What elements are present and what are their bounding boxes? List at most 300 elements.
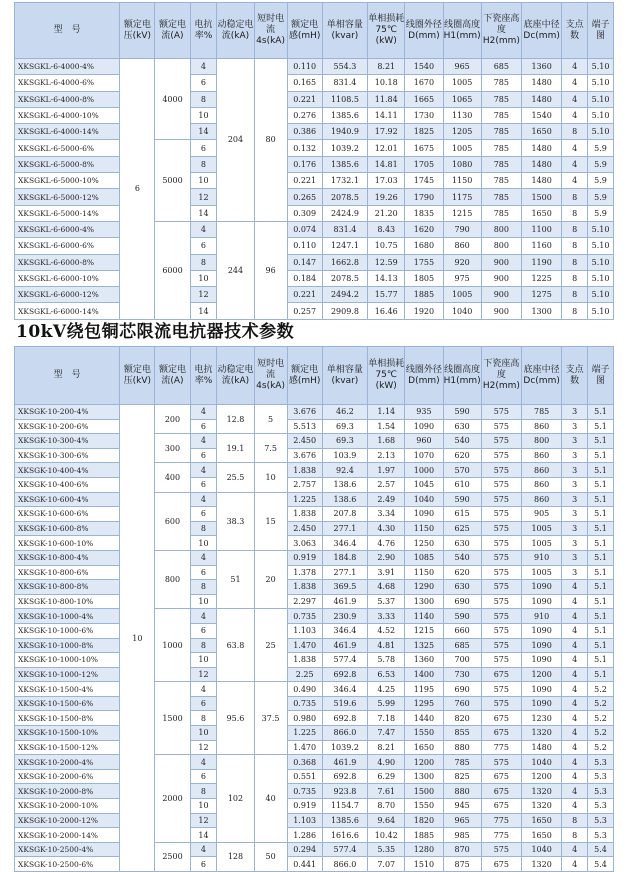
model-cell: XKSGK-10-800-6% [15,565,120,580]
terminal-cell: 5.10 [588,287,614,303]
reactance-rate-cell: 6 [190,565,217,580]
loss-cell: 3.91 [368,565,405,580]
terminal-cell: 5.2 [588,696,614,711]
capacity-cell: 277.1 [322,521,367,536]
column-header: 线圈高度H1(mm) [443,3,481,59]
insulator-height-cell: 575 [481,448,521,463]
loss-cell: 2.57 [368,477,405,492]
reactance-rate-cell: 8 [190,254,217,270]
loss-cell: 4.52 [368,623,405,638]
terminal-cell: 5.1 [588,463,614,478]
reactance-rate-cell: 10 [190,726,217,741]
support-count-cell: 4 [562,609,588,624]
support-count-cell: 8 [562,828,588,843]
insulator-height-cell: 900 [481,303,521,319]
support-count-cell: 4 [562,59,588,75]
base-diameter-cell: 910 [522,550,562,565]
inductance-cell: 0.132 [287,140,322,156]
loss-cell: 8.21 [368,740,405,755]
reactance-rate-cell: 12 [190,740,217,755]
inductance-cell: 1.470 [287,740,322,755]
capacity-cell: 69.3 [322,434,367,449]
coil-diameter-cell: 960 [405,434,443,449]
terminal-cell: 5.1 [588,667,614,682]
table-row [15,221,614,237]
table-row [15,784,614,799]
column-header: 电抗率% [190,3,217,59]
table-row [15,682,614,697]
reactance-rate-cell: 4 [190,755,217,770]
loss-cell: 21.20 [368,205,405,221]
coil-diameter-cell: 1090 [405,507,443,522]
coil-diameter-cell: 1300 [405,769,443,784]
model-cell: XKSGKL-6-4000-4% [15,59,120,75]
model-cell: XKSGKL-6-6000-12% [15,287,120,303]
short-time-current-cell: 15 [254,492,287,550]
terminal-cell: 5.1 [588,507,614,522]
rated-current-cell: 5000 [155,140,190,221]
table-row [15,623,614,638]
support-count-cell: 4 [562,580,588,595]
base-diameter-cell: 1540 [522,107,562,123]
table-row [15,813,614,828]
table-row [15,580,614,595]
terminal-cell: 5.9 [588,173,614,189]
support-count-cell: 4 [562,107,588,123]
insulator-height-cell: 900 [481,270,521,286]
coil-diameter-cell: 1090 [405,419,443,434]
coil-diameter-cell: 1300 [405,594,443,609]
support-count-cell: 3 [562,463,588,478]
inductance-cell: 1.286 [287,828,322,843]
insulator-height-cell: 785 [481,205,521,221]
base-diameter-cell: 1190 [522,254,562,270]
inductance-cell: 1.103 [287,813,322,828]
support-count-cell: 3 [562,405,588,420]
reactance-rate-cell: 10 [190,799,217,814]
support-count-cell: 8 [562,270,588,286]
base-diameter-cell: 785 [522,405,562,420]
terminal-cell: 5.4 [588,857,614,872]
dynamic-stable-current-cell: 204 [217,59,254,222]
insulator-height-cell: 575 [481,507,521,522]
inductance-cell: 0.490 [287,682,322,697]
support-count-cell: 4 [562,740,588,755]
inductance-cell: 0.176 [287,156,322,172]
short-time-current-cell: 80 [254,59,287,222]
table-row [15,419,614,434]
table-row [15,463,614,478]
coil-height-cell: 920 [443,254,481,270]
reactance-rate-cell: 6 [190,238,217,254]
coil-height-cell: 630 [443,419,481,434]
support-count-cell: 4 [562,75,588,91]
reactance-rate-cell: 6 [190,696,217,711]
capacity-cell: 554.3 [322,59,367,75]
base-diameter-cell: 1160 [522,238,562,254]
coil-diameter-cell: 1825 [405,124,443,140]
model-cell: XKSGK-10-1000-4% [15,609,120,624]
coil-height-cell: 630 [443,580,481,595]
coil-diameter-cell: 1360 [405,653,443,668]
insulator-height-cell: 575 [481,623,521,638]
capacity-cell: 2078.5 [322,270,367,286]
reactance-rate-cell: 6 [190,419,217,434]
capacity-cell: 1108.5 [322,91,367,107]
loss-cell: 9.64 [368,813,405,828]
base-diameter-cell: 1090 [522,623,562,638]
capacity-cell: 831.4 [322,75,367,91]
reactance-rate-cell: 6 [190,857,217,872]
loss-cell: 17.92 [368,124,405,140]
insulator-height-cell: 675 [481,784,521,799]
model-cell: XKSGK-10-600-8% [15,521,120,536]
column-header: 底座中径Dc(mm) [522,347,562,405]
capacity-cell: 69.3 [322,419,367,434]
coil-height-cell: 1215 [443,205,481,221]
coil-height-cell: 1040 [443,303,481,319]
terminal-cell: 5.9 [588,189,614,205]
base-diameter-cell: 1650 [522,205,562,221]
capacity-cell: 103.9 [322,448,367,463]
column-header: 额定电压(kV) [120,347,155,405]
model-cell: XKSGK-10-300-6% [15,448,120,463]
rated-current-cell: 200 [155,405,190,434]
reactance-rate-cell: 4 [190,434,217,449]
loss-cell: 1.68 [368,434,405,449]
reactance-rate-cell: 8 [190,521,217,536]
reactance-rate-cell: 6 [190,507,217,522]
short-time-current-cell: 5 [254,405,287,434]
coil-diameter-cell: 1885 [405,828,443,843]
model-cell: XKSGKL-6-5000-8% [15,156,120,172]
terminal-cell: 5.3 [588,755,614,770]
loss-cell: 17.03 [368,173,405,189]
base-diameter-cell: 1040 [522,842,562,857]
inductance-cell: 0.735 [287,696,322,711]
loss-cell: 10.18 [368,75,405,91]
coil-height-cell: 690 [443,682,481,697]
base-diameter-cell: 1005 [522,536,562,551]
loss-cell: 4.90 [368,755,405,770]
capacity-cell: 230.9 [322,609,367,624]
table-row [15,287,614,303]
model-cell: XKSGKL-6-6000-6% [15,238,120,254]
coil-height-cell: 870 [443,842,481,857]
reactance-rate-cell: 10 [190,270,217,286]
coil-diameter-cell: 1670 [405,75,443,91]
inductance-cell: 2.297 [287,594,322,609]
inductance-cell: 0.919 [287,550,322,565]
loss-cell: 7.07 [368,857,405,872]
loss-cell: 1.14 [368,405,405,420]
coil-diameter-cell: 1140 [405,609,443,624]
rated-current-cell: 400 [155,463,190,492]
column-header: 短时电流4s(kA) [254,347,287,405]
coil-height-cell: 1080 [443,156,481,172]
insulator-height-cell: 785 [481,156,521,172]
rated-voltage-cell: 10 [120,405,155,872]
insulator-height-cell: 775 [481,828,521,843]
table-row [15,769,614,784]
base-diameter-cell: 1005 [522,521,562,536]
short-time-current-cell: 37.5 [254,682,287,755]
reactance-rate-cell: 8 [190,156,217,172]
terminal-cell: 5.10 [588,107,614,123]
capacity-cell: 369.5 [322,580,367,595]
coil-diameter-cell: 1620 [405,221,443,237]
capacity-cell: 2494.2 [322,287,367,303]
base-diameter-cell: 1320 [522,726,562,741]
insulator-height-cell: 575 [481,419,521,434]
table-row [15,156,614,172]
capacity-cell: 831.4 [322,221,367,237]
reactor-table-10kv [14,346,614,872]
inductance-cell: 0.735 [287,784,322,799]
support-count-cell: 4 [562,696,588,711]
base-diameter-cell: 1650 [522,813,562,828]
terminal-cell: 5.1 [588,405,614,420]
insulator-height-cell: 775 [481,740,521,755]
inductance-cell: 1.838 [287,463,322,478]
column-header: 线圈外径D(mm) [405,347,443,405]
table-row [15,405,614,420]
inductance-cell: 0.551 [287,769,322,784]
capacity-cell: 577.4 [322,653,367,668]
terminal-cell: 5.3 [588,828,614,843]
support-count-cell: 4 [562,842,588,857]
inductance-cell: 5.513 [287,419,322,434]
loss-cell: 2.13 [368,448,405,463]
terminal-cell: 5.1 [588,477,614,492]
capacity-cell: 1385.6 [322,107,367,123]
insulator-height-cell: 900 [481,287,521,303]
inductance-cell: 0.257 [287,303,322,319]
support-count-cell: 4 [562,91,588,107]
support-count-cell: 4 [562,755,588,770]
coil-diameter-cell: 1280 [405,842,443,857]
base-diameter-cell: 1090 [522,682,562,697]
terminal-cell: 5.1 [588,623,614,638]
reactance-rate-cell: 6 [190,769,217,784]
coil-height-cell: 570 [443,463,481,478]
short-time-current-cell: 25 [254,609,287,682]
support-count-cell: 8 [562,221,588,237]
column-header: 短时电流4s(kA) [254,3,287,59]
support-count-cell: 4 [562,711,588,726]
support-count-cell: 8 [562,303,588,319]
table-row [15,726,614,741]
inductance-cell: 1.103 [287,623,322,638]
capacity-cell: 1616.6 [322,828,367,843]
base-diameter-cell: 910 [522,609,562,624]
loss-cell: 15.77 [368,287,405,303]
inductance-cell: 0.309 [287,205,322,221]
table-row [15,254,614,270]
insulator-height-cell: 675 [481,857,521,872]
capacity-cell: 207.8 [322,507,367,522]
capacity-cell: 1662.8 [322,254,367,270]
coil-height-cell: 1205 [443,124,481,140]
model-cell: XKSGK-10-1500-8% [15,711,120,726]
model-cell: XKSGKL-6-4000-6% [15,75,120,91]
inductance-cell: 1.470 [287,638,322,653]
capacity-cell: 461.9 [322,638,367,653]
base-diameter-cell: 1320 [522,784,562,799]
inductance-cell: 0.074 [287,221,322,237]
loss-cell: 12.01 [368,140,405,156]
dynamic-stable-current-cell: 244 [217,221,254,319]
coil-diameter-cell: 1920 [405,303,443,319]
terminal-cell: 5.1 [588,565,614,580]
loss-cell: 16.46 [368,303,405,319]
inductance-cell: 0.110 [287,59,322,75]
terminal-cell: 5.10 [588,91,614,107]
dynamic-stable-current-cell: 63.8 [217,609,254,682]
reactance-rate-cell: 4 [190,59,217,75]
terminal-cell: 5.9 [588,140,614,156]
model-cell: XKSGK-10-300-4% [15,434,120,449]
coil-diameter-cell: 1790 [405,189,443,205]
model-cell: XKSGK-10-2000-12% [15,813,120,828]
reactance-rate-cell: 8 [190,784,217,799]
table-row [15,550,614,565]
table-row [15,740,614,755]
dynamic-stable-current-cell: 25.5 [217,463,254,492]
reactance-rate-cell: 4 [190,682,217,697]
coil-diameter-cell: 1705 [405,156,443,172]
base-diameter-cell: 1320 [522,799,562,814]
column-header: 下瓷座高度H2(mm) [481,3,521,59]
capacity-cell: 461.9 [322,755,367,770]
insulator-height-cell: 575 [481,696,521,711]
coil-diameter-cell: 1500 [405,784,443,799]
terminal-cell: 5.2 [588,740,614,755]
loss-cell: 5.78 [368,653,405,668]
terminal-cell: 5.3 [588,799,614,814]
coil-height-cell: 875 [443,857,481,872]
header-row [15,347,614,405]
coil-diameter-cell: 1070 [405,448,443,463]
column-header: 端子图 [588,347,614,405]
rated-current-cell: 1500 [155,682,190,755]
model-cell: XKSGK-10-2000-6% [15,769,120,784]
capacity-cell: 2424.9 [322,205,367,221]
insulator-height-cell: 575 [481,492,521,507]
column-header: 单相容量(kvar) [322,3,367,59]
base-diameter-cell: 1320 [522,857,562,872]
coil-height-cell: 590 [443,405,481,420]
table-row [15,755,614,770]
loss-cell: 7.61 [368,784,405,799]
coil-diameter-cell: 1290 [405,580,443,595]
base-diameter-cell: 1100 [522,221,562,237]
loss-cell: 19.26 [368,189,405,205]
model-cell: XKSGKL-6-6000-10% [15,270,120,286]
reactance-rate-cell: 10 [190,594,217,609]
inductance-cell: 0.221 [287,173,322,189]
column-header: 底座中径Dc(mm) [522,3,562,59]
coil-height-cell: 880 [443,740,481,755]
coil-diameter-cell: 1675 [405,140,443,156]
column-header: 单相损耗75℃(kW) [368,347,405,405]
reactance-rate-cell: 10 [190,536,217,551]
model-cell: XKSGKL-6-5000-6% [15,140,120,156]
model-cell: XKSGK-10-200-6% [15,419,120,434]
inductance-cell: 0.184 [287,270,322,286]
model-cell: XKSGK-10-400-4% [15,463,120,478]
model-cell: XKSGK-10-2000-8% [15,784,120,799]
capacity-cell: 1039.2 [322,140,367,156]
support-count-cell: 3 [562,521,588,536]
coil-height-cell: 620 [443,448,481,463]
table-row [15,189,614,205]
reactance-rate-cell: 6 [190,448,217,463]
base-diameter-cell: 1650 [522,828,562,843]
dynamic-stable-current-cell: 128 [217,842,254,871]
table-row [15,609,614,624]
capacity-cell: 692.8 [322,711,367,726]
support-count-cell: 4 [562,784,588,799]
loss-cell: 1.97 [368,463,405,478]
column-header: 额定电流(A) [155,3,190,59]
column-header: 额定电感(mH) [287,347,322,405]
model-cell: XKSGK-10-1500-6% [15,696,120,711]
dynamic-stable-current-cell: 12.8 [217,405,254,434]
model-cell: XKSGK-10-600-6% [15,507,120,522]
model-cell: XKSGKL-6-6000-8% [15,254,120,270]
capacity-cell: 138.6 [322,477,367,492]
support-count-cell: 8 [562,254,588,270]
reactance-rate-cell: 4 [190,609,217,624]
short-time-current-cell: 40 [254,755,287,843]
support-count-cell: 4 [562,594,588,609]
rated-current-cell: 2000 [155,755,190,843]
table-row [15,492,614,507]
coil-diameter-cell: 1665 [405,91,443,107]
model-cell: XKSGK-10-800-8% [15,580,120,595]
support-count-cell: 3 [562,448,588,463]
column-header: 额定电压(kV) [120,3,155,59]
table-row [15,238,614,254]
support-count-cell: 4 [562,623,588,638]
insulator-height-cell: 575 [481,405,521,420]
base-diameter-cell: 1275 [522,287,562,303]
table-row [15,638,614,653]
insulator-height-cell: 575 [481,609,521,624]
coil-height-cell: 660 [443,623,481,638]
capacity-cell: 577.4 [322,842,367,857]
coil-diameter-cell: 1000 [405,463,443,478]
short-time-current-cell: 20 [254,550,287,608]
section-title-10kv: 10kV绕包铜芯限流电抗器技术参数 [16,322,295,342]
loss-cell: 5.35 [368,842,405,857]
insulator-height-cell: 900 [481,254,521,270]
short-time-current-cell: 7.5 [254,434,287,463]
capacity-cell: 92.4 [322,463,367,478]
inductance-cell: 0.980 [287,711,322,726]
model-cell: XKSGK-10-1000-8% [15,638,120,653]
loss-cell: 5.99 [368,696,405,711]
support-count-cell: 4 [562,682,588,697]
support-count-cell: 8 [562,189,588,205]
base-diameter-cell: 1090 [522,594,562,609]
capacity-cell: 46.2 [322,405,367,420]
inductance-cell: 0.221 [287,287,322,303]
base-diameter-cell: 1480 [522,173,562,189]
insulator-height-cell: 575 [481,638,521,653]
reactance-rate-cell: 8 [190,638,217,653]
